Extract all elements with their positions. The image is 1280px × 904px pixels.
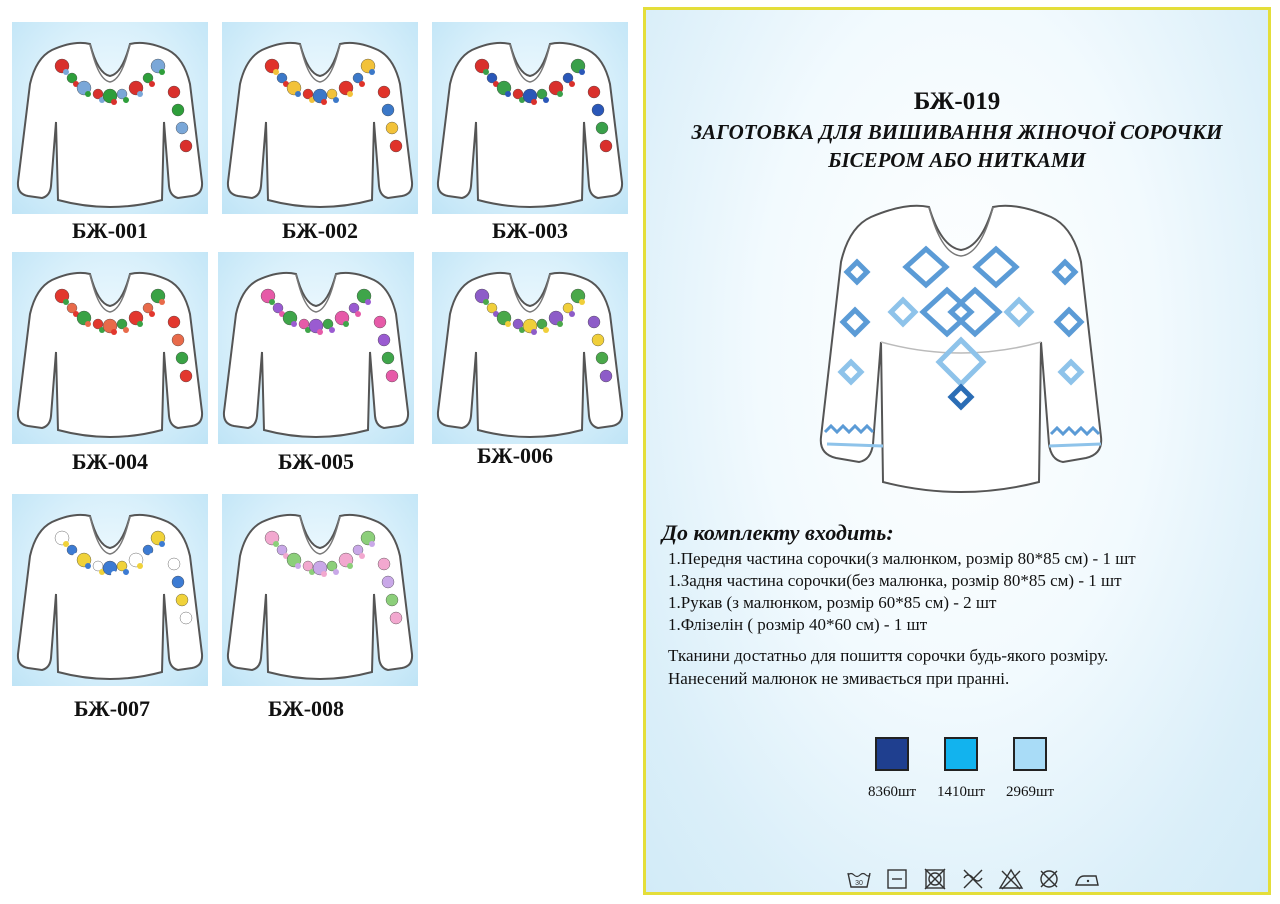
thumbnail-label: БЖ-001 bbox=[71, 218, 149, 243]
no-dry-clean-icon bbox=[1036, 868, 1062, 890]
shirt-illustration bbox=[218, 252, 414, 444]
bead-count: 2969шт bbox=[1005, 784, 1055, 800]
shirt-illustration bbox=[12, 22, 208, 214]
thumbnail-bzh-003[interactable] bbox=[432, 22, 628, 214]
bead-swatch-dark-blue bbox=[875, 737, 909, 771]
shirt-illustration bbox=[222, 22, 418, 214]
shirt-illustration bbox=[12, 252, 208, 444]
product-title-line2: БІСЕРОМ АБО НИТКАМИ bbox=[828, 148, 1086, 172]
shirt-illustration bbox=[432, 22, 628, 214]
kit-heading: До комплекту входить: bbox=[662, 520, 894, 545]
thumbnail-bzh-002[interactable] bbox=[222, 22, 418, 214]
wash-30-icon bbox=[846, 868, 872, 890]
thumbnail-label: БЖ-003 bbox=[491, 218, 569, 243]
thumbnail-bzh-001[interactable] bbox=[12, 22, 208, 214]
iron-low-icon bbox=[1074, 868, 1100, 890]
kit-item: 1.Задня частина сорочки(без малюнка, розмір 80*85 см) - 1 шт bbox=[668, 571, 1122, 590]
thumbnail-bzh-007[interactable] bbox=[12, 494, 208, 686]
kit-list bbox=[668, 548, 1136, 636]
thumbnail-label: БЖ-008 bbox=[267, 696, 345, 721]
bead-count: 8360шт bbox=[867, 784, 917, 800]
wash-temp-label: 30 bbox=[855, 880, 863, 887]
shirt-illustration bbox=[222, 494, 418, 686]
thumbnail-bzh-004[interactable] bbox=[12, 252, 208, 444]
thumbnail-label: БЖ-005 bbox=[277, 449, 355, 474]
no-wring-icon bbox=[960, 868, 986, 890]
bead-swatch-light-blue bbox=[1013, 737, 1047, 771]
kit-item: 1.Флізелін ( розмір 40*60 см) - 1 шт bbox=[668, 615, 928, 634]
shirt-illustration bbox=[12, 494, 208, 686]
shirt-illustration bbox=[432, 252, 628, 444]
no-bleach-icon bbox=[998, 868, 1024, 890]
product-panel bbox=[643, 7, 1271, 895]
bead-swatch-cyan bbox=[944, 737, 978, 771]
thumbnail-label: БЖ-004 bbox=[71, 449, 149, 474]
thumbnail-bzh-005[interactable] bbox=[218, 252, 414, 444]
kit-note-fabric: Тканини достатньо для пошиття сорочки будь-якого розміру. bbox=[668, 646, 1109, 665]
main-shirt-image bbox=[811, 192, 1111, 507]
kit-note-wash: Нанесений малюнок не змивається при пранні. bbox=[668, 669, 1010, 688]
kit-item: 1.Рукав (з малюнком, розмір 60*85 см) - 2 шт bbox=[668, 593, 997, 612]
thumbnail-label: БЖ-002 bbox=[281, 218, 359, 243]
kit-item: 1.Передня частина сорочки(з малюнком, розмір 80*85 см) - 1 шт bbox=[668, 549, 1136, 568]
thumbnail-bzh-008[interactable] bbox=[222, 494, 418, 686]
thumbnail-label: БЖ-006 bbox=[476, 443, 554, 468]
bead-count: 1410шт bbox=[936, 784, 986, 800]
thumbnail-bzh-006[interactable] bbox=[432, 252, 628, 444]
care-icons bbox=[846, 868, 1100, 890]
thumbnail-label: БЖ-007 bbox=[73, 696, 151, 721]
product-code: БЖ-019 bbox=[913, 88, 1001, 115]
product-title-line1: ЗАГОТОВКА ДЛЯ ВИШИВАННЯ ЖІНОЧОЇ СОРОЧКИ bbox=[691, 120, 1223, 144]
dry-flat-icon bbox=[884, 868, 910, 890]
no-tumble-dry-icon bbox=[922, 868, 948, 890]
